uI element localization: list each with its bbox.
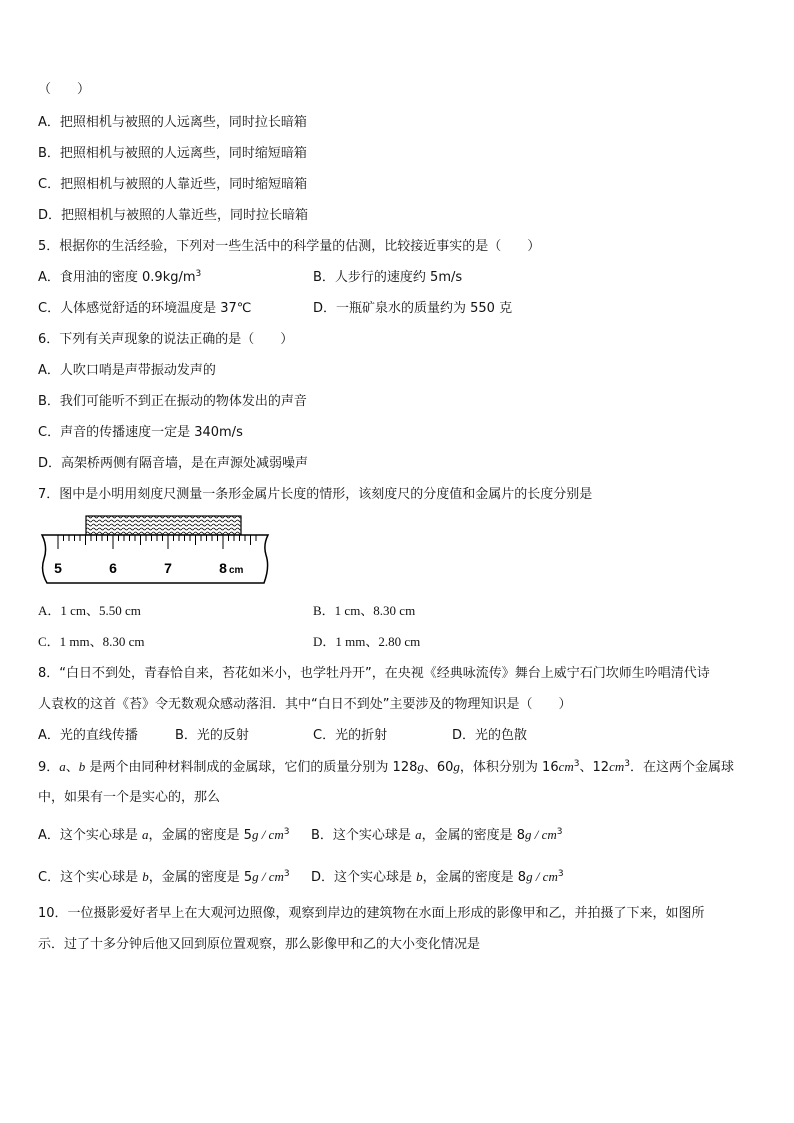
q9-b-pre: B．这个实心球是 xyxy=(311,828,416,843)
ruler-label-7: 7 xyxy=(164,560,172,576)
q9-option-b xyxy=(311,826,562,845)
q9-exp1: 3 xyxy=(573,759,580,769)
q6-stem: 6．下列有关声现象的说法正确的是（ ） xyxy=(38,332,294,347)
q9-text-mass: 是两个由同种材料制成的金属球，它们的质量分别为 128 xyxy=(85,760,418,775)
metal-strip xyxy=(86,516,241,535)
q9-option-d xyxy=(311,868,564,887)
q8-stem-line1: 8．“白日不到处，青春恰自来，苔花如米小，也学牡丹开”，在央视《经典咏流传》舞台上威宁石门坎师生吟唱清代诗 xyxy=(38,666,710,681)
q9-option-a xyxy=(38,826,289,845)
q9-d-unit: g / cm xyxy=(526,869,558,884)
q9-a-mid: ，金属的密度是 5 xyxy=(148,828,252,843)
q9-b-exp: 3 xyxy=(556,827,563,837)
q7-option-c: C．1 mm、8.30 cm xyxy=(38,634,145,649)
q9-exp2: 3 xyxy=(624,759,630,769)
q8-option-a: A．光的直线传播 xyxy=(38,728,138,743)
q9-a-var: a xyxy=(142,827,149,842)
q9-c-var: b xyxy=(142,869,149,884)
q4-option-a: A．把照相机与被照的人远离些，同时拉长暗箱 xyxy=(38,115,307,130)
q8-option-c: C．光的折射 xyxy=(313,728,388,743)
q9-option-c xyxy=(38,868,290,887)
q9-a-exp: 3 xyxy=(283,827,290,837)
q7-option-d: D．1 mm、2.80 cm xyxy=(313,634,421,649)
q5-stem: 5．根据你的生活经验，下列对一些生活中的科学量的估测，比较接近事实的是（ ） xyxy=(38,239,541,254)
q9-num: 9． xyxy=(38,760,60,775)
q5-option-a xyxy=(38,269,201,287)
q9-d-exp: 3 xyxy=(557,869,564,879)
q9-unit-g1: g xyxy=(417,759,424,774)
q9-unit-cm2: cm xyxy=(609,759,625,774)
q4-option-c: C．把照相机与被照的人靠近些，同时缩短暗箱 xyxy=(38,177,308,192)
q9-unit-cm1: cm xyxy=(558,759,574,774)
q5-option-d: D．一瓶矿泉水的质量约为 550 克 xyxy=(313,301,513,316)
q9-var-b: b xyxy=(78,759,86,774)
q6-option-d: D．高架桥两侧有隔音墙，是在声源处减弱噪声 xyxy=(38,456,309,471)
ruler-figure xyxy=(38,515,278,591)
q8-option-b: B．光的反射 xyxy=(175,728,249,743)
q9-stem-line2: 中，如果有一个是实心的，那么 xyxy=(38,790,221,805)
q9-d-pre: D．这个实心球是 xyxy=(311,870,417,885)
q10-stem-line2: 示．过了十多分钟后他又回到原位置观察，那么影像甲和乙的大小变化情况是 xyxy=(38,937,481,952)
q10-stem-line1: 10．一位摄影爱好者早上在大观河边照像，观察到岸边的建筑物在水面上形成的影像甲和乙，并拍摄了下来，如图所 xyxy=(38,906,705,921)
q9-b-unit: g / cm xyxy=(524,827,557,842)
q9-c-pre: C．这个实心球是 xyxy=(38,870,143,885)
ruler-unit: cm xyxy=(229,565,244,576)
q9-d-mid: ，金属的密度是 8 xyxy=(422,870,527,885)
q9-c-unit: g / cm xyxy=(252,869,284,884)
q9-c-exp: 3 xyxy=(283,869,290,879)
q7-option-b: B．1 cm、8.30 cm xyxy=(313,603,416,618)
q6-option-a: A．人吹口哨是声带振动发声的 xyxy=(38,363,216,378)
q9-a-pre: A．这个实心球是 xyxy=(38,828,143,843)
q5-option-c: C．人体感觉舒适的环境温度是 37℃ xyxy=(38,301,252,316)
q9-c-mid: ，金属的密度是 5 xyxy=(148,870,253,885)
q9-b-var: a xyxy=(415,827,422,842)
ruler-label-6: 6 xyxy=(109,560,117,576)
q6-option-b: B．我们可能听不到正在振动的物体发出的声音 xyxy=(38,394,307,409)
q9-stem-line1 xyxy=(38,758,734,777)
q9-sep: 、 xyxy=(65,760,79,775)
q9-text-12: 、12 xyxy=(579,760,610,775)
q9-var-a: a xyxy=(59,759,66,774)
q4-paren: （ ） xyxy=(38,82,91,97)
q4-option-b: B．把照相机与被照的人远离些，同时缩短暗箱 xyxy=(38,146,307,161)
q9-text-end: ．在这两个金属球 xyxy=(629,760,734,775)
q5-option-a-text: A．食用油的密度 0.9kg/m xyxy=(38,270,196,285)
q7-option-a: A．1 cm、5.50 cm xyxy=(38,603,141,618)
ruler-label-5: 5 xyxy=(54,560,62,576)
q5-option-b: B．人步行的速度约 5m/s xyxy=(313,270,463,285)
q6-option-c: C．声音的传播速度一定是 340m/s xyxy=(38,425,243,440)
ruler-label-8: 8 xyxy=(219,560,227,576)
ruler-svg xyxy=(38,515,278,587)
q7-stem: 7．图中是小明用刻度尺测量一条形金属片长度的情形，该刻度尺的分度值和金属片的长度分别是 xyxy=(38,487,593,502)
q8-stem-line2: 人袁枚的这首《苔》令无数观众感动落泪．其中“白日不到处”主要涉及的物理知识是（ ） xyxy=(38,697,572,712)
q9-b-mid: ，金属的密度是 8 xyxy=(421,828,525,843)
q8-option-d: D．光的色散 xyxy=(452,728,528,743)
q9-a-unit: g / cm xyxy=(251,827,284,842)
q9-text-60: 、60 xyxy=(423,760,454,775)
q4-option-d: D．把照相机与被照的人靠近些，同时拉长暗箱 xyxy=(38,208,309,223)
q9-unit-g2: g xyxy=(453,759,460,774)
q9-d-var: b xyxy=(416,869,423,884)
q5-option-a-sup: 3 xyxy=(195,269,202,279)
q9-text-volume: ，体积分别为 16 xyxy=(459,760,559,775)
